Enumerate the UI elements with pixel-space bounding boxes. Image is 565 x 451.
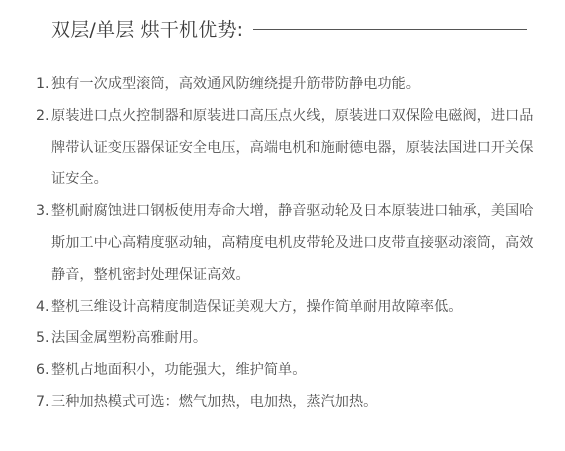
section-header	[51, 14, 527, 42]
advantage-text: 三种加热模式可选：燃气加热，电加热，蒸汽加热。	[51, 393, 378, 410]
advantage-item	[36, 323, 541, 355]
advantage-text: 法国金属塑粉高雅耐用。	[51, 330, 208, 347]
advantage-item	[36, 355, 541, 387]
title-divider-line	[253, 29, 527, 30]
advantage-number: 7.	[36, 393, 50, 410]
advantages-list	[36, 69, 541, 419]
advantage-item	[36, 196, 541, 291]
advantage-text: 独有一次成型滚筒，高效通风防缠绕提升筋带防静电功能。	[51, 76, 420, 92]
advantage-text: 整机三维设计高精度制造保证美观大方，操作简单耐用故障率低。	[51, 298, 463, 315]
advantage-item	[36, 387, 541, 419]
advantage-number: 4.	[36, 298, 50, 315]
advantage-number: 3.	[36, 203, 50, 220]
advantage-number: 6.	[36, 362, 50, 379]
advantage-text: 整机占地面积小，功能强大，维护简单。	[51, 362, 307, 379]
advantage-text: 整机耐腐蚀进口钢板使用寿命大增，静音驱动轮及日本原装进口轴承，美国哈斯加工中心高精度驱动轴，高精度电机皮带轮及进口皮带直接驱动滚筒，高效静音，整机密封处理保证高效。	[51, 203, 534, 283]
section-title: 双层/单层 烘干机优势:	[51, 18, 244, 41]
advantage-number: 1.	[36, 76, 50, 92]
advantage-item	[36, 69, 541, 101]
advantage-item	[36, 292, 541, 324]
advantage-item	[36, 101, 541, 196]
advantage-number: 2.	[36, 107, 50, 124]
advantage-text: 原装进口点火控制器和原装进口高压点火线，原装进口双保险电磁阀，进口品牌带认证变压器保证安全电压，高端电机和施耐德电器，原装法国进口开关保证安全。	[51, 107, 534, 188]
advantage-number: 5.	[36, 330, 50, 347]
